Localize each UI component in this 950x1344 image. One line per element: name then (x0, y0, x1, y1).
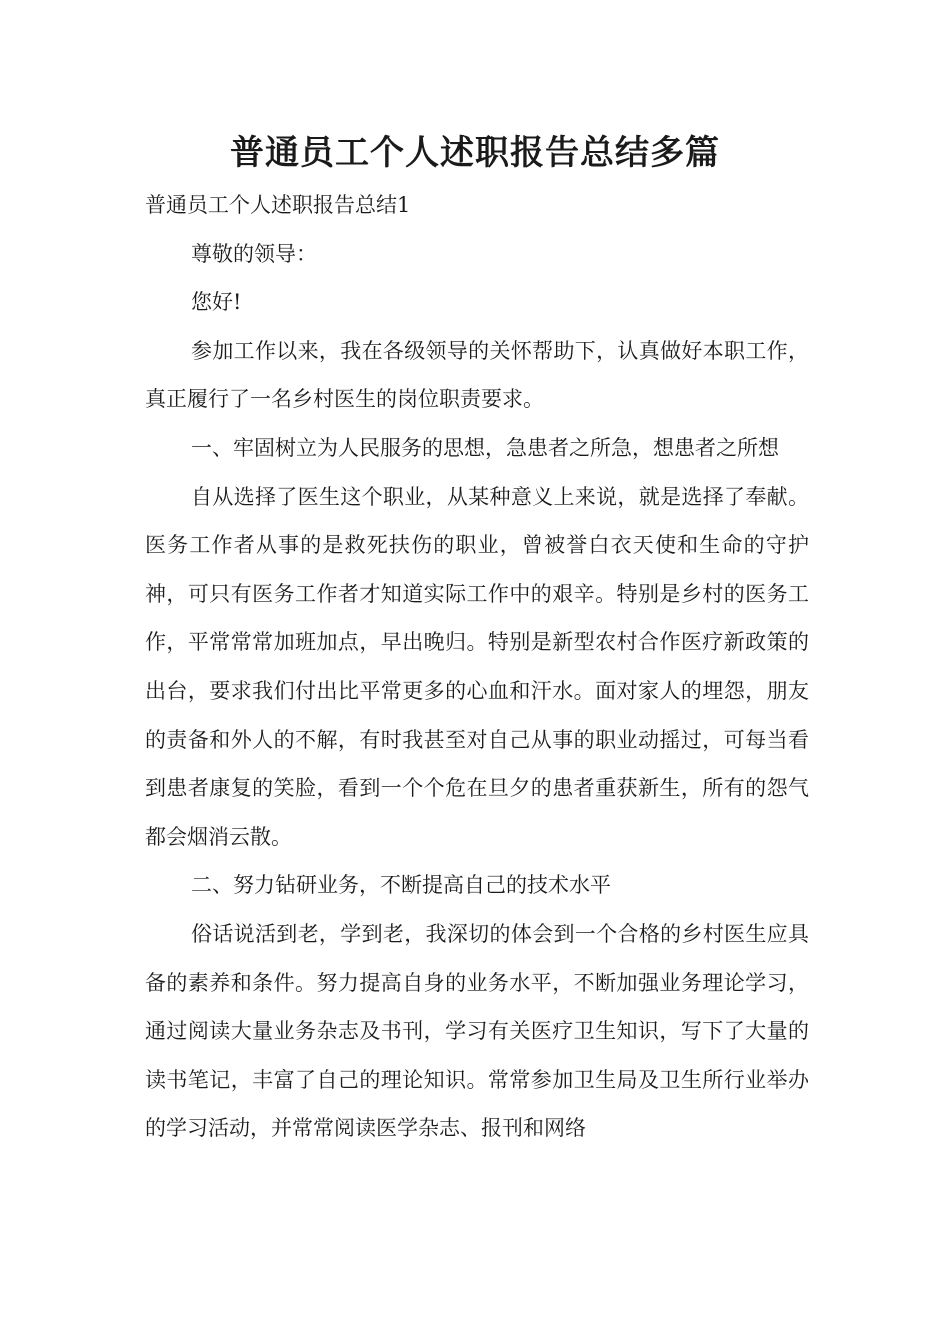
section-point-heading: 二、努力钻研业务，不断提高自己的技术水平 (191, 873, 611, 898)
section-heading: 普通员工个人述职报告总结1 (145, 193, 411, 217)
document-title: 普通员工个人述职报告总结多篇 (230, 133, 720, 173)
salutation: 尊敬的领导： (191, 241, 317, 266)
section-point-heading: 一、牢固树立为人民服务的思想，急患者之所急，想患者之所想 (191, 435, 779, 460)
document-body (145, 181, 809, 1153)
body-paragraph: 参加工作以来，我在各级领导的关怀帮助下，认真做好本职工作，真正履行了一名乡村医生的岗位职责要求。 (145, 338, 809, 412)
body-paragraph: 俗话说活到老，学到老，我深切的体会到一个合格的乡村医生应具备的素养和条件。努力提高自身的业务水平，不断加强业务理论学习，通过阅读大量业务杂志及书刊，学习有关医疗卫生知识，写下了大量的读书笔记，丰富了自己的理论知识。常常参加卫生局及卫生所行业举办的学习活动，并常常阅读医学杂志、报刊和网络 (145, 921, 809, 1141)
greeting: 您好! (191, 290, 242, 315)
body-paragraph: 自从选择了医生这个职业，从某种意义上来说，就是选择了奉献。医务工作者从事的是救死扶伤的职业，曾被誉白衣天使和生命的守护神，可只有医务工作者才知道实际工作中的艰辛。特别是乡村的医务工作，平常常常加班加点，早出晚归。特别是新型农村合作医疗新政策的出台，要求我们付出比平常更多的心血和汗水。面对家人的埋怨，朋友的责备和外人的不解，有时我甚至对自己从事的职业动摇过，可每当看到患者康复的笑脸，看到一个个危在旦夕的患者重获新生，所有的怨气都会烟消云散。 (145, 484, 809, 849)
